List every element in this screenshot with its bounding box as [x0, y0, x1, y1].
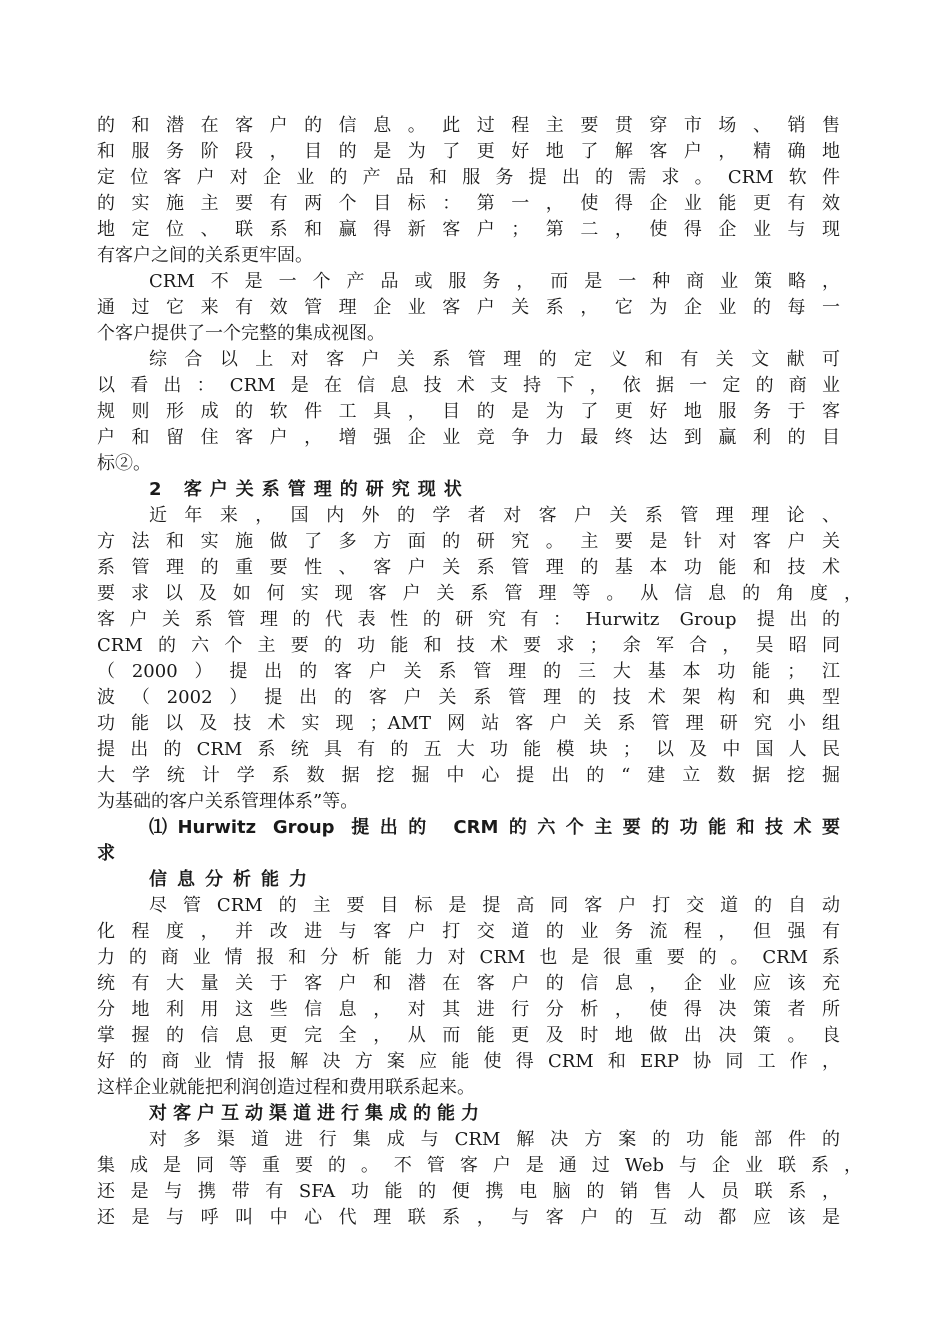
text-line: 方法和实施做了多方面的研究。主要是针对客户关: [97, 531, 840, 552]
text-line: 的实施主要有两个目标：第一，使得企业能更有效: [97, 193, 840, 214]
text-line: （2000）提出的客户关系管理的三大基本功能；江: [97, 661, 840, 682]
text-line: 提出的CRM系统具有的五大功能模块；以及中国人民: [97, 739, 840, 760]
text-line: 近年来，国内外的学者对客户关系管理理论、: [149, 505, 840, 526]
text-line: 要求以及如何实现客户关系管理等。从信息的角度，: [97, 583, 862, 604]
text-line: 力的商业情报和分析能力对CRM也是很重要的。CRM系: [97, 947, 840, 968]
text-line: 规则形成的软件工具，目的是为了更好地服务于客: [97, 401, 840, 422]
text-line: 对多渠道进行集成与CRM解决方案的功能部件的: [149, 1129, 840, 1150]
text-line: 地定位、联系和赢得新客户；第二，使得企业与现: [97, 219, 840, 240]
text-line: 定位客户对企业的产品和服务提出的需求。CRM软件: [97, 167, 840, 188]
text-line: 还是与呼叫中心代理联系，与客户的互动都应该是: [97, 1207, 840, 1228]
text-line: 统有大量关于客户和潜在客户的信息，企业应该充: [97, 973, 840, 994]
subsection-heading: ⑴Hurwitz Group 提出的 CRM的六个主要的功能和技术要: [149, 817, 840, 838]
text-line: 户和留住客户，增强企业竞争力最终达到赢利的目: [97, 427, 840, 448]
subsection-heading-continued: 求: [97, 843, 115, 864]
text-line: 波（2002）提出的客户关系管理的技术架构和典型: [97, 687, 840, 708]
text-line: 以看出：CRM是在信息技术支持下，依据一定的商业: [97, 375, 840, 396]
text-line: 尽管CRM的主要目标是提高同客户打交道的自动: [149, 895, 840, 916]
section-heading: 2 客户关系管理的研究现状: [149, 479, 470, 500]
text-line: 标②。: [97, 453, 151, 474]
text-line: 分地利用这些信息，对其进行分析，使得决策者所: [97, 999, 840, 1020]
text-line: 综合以上对客户关系管理的定义和有关文献可: [149, 349, 840, 370]
text-line: 还是与携带有SFA功能的便携电脑的销售人员联系，: [97, 1181, 840, 1202]
text-line: CRM不是一个产品或服务，而是一种商业策略，: [149, 271, 840, 292]
text-line: 系管理的重要性、客户关系管理的基本功能和技术: [97, 557, 840, 578]
item-heading: 信息分析能力: [149, 869, 317, 890]
text-line: 功能以及技术实现；AMT网站客户关系管理研究小组: [97, 713, 840, 734]
text-line: 通过它来有效管理企业客户关系，它为企业的每一: [97, 297, 840, 318]
text-line: 好的商业情报解决方案应能使得CRM和ERP协同工作，: [97, 1051, 840, 1072]
text-line: 和服务阶段，目的是为了更好地了解客户，精确地: [97, 141, 840, 162]
text-line: CRM的六个主要的功能和技术要求；余军合，吴昭同: [97, 635, 840, 656]
text-line: 集成是同等重要的。不管客户是通过Web与企业联系，: [97, 1155, 862, 1176]
text-line: 化程度，并改进与客户打交道的业务流程，但强有: [97, 921, 840, 942]
text-line: 这样企业就能把利润创造过程和费用联系起来。: [97, 1077, 475, 1098]
text-line: 掌握的信息更完全，从而能更及时地做出决策。良: [97, 1025, 840, 1046]
text-line: 为基础的客户关系管理体系”等。: [97, 791, 359, 812]
item-heading: 对客户互动渠道进行集成的能力: [149, 1103, 485, 1124]
text-line: 客户关系管理的代表性的研究有：Hurwitz Group 提出的: [97, 609, 840, 630]
text-line: 的和潜在客户的信息。此过程主要贯穿市场、销售: [97, 115, 840, 136]
text-line: 有客户之间的关系更牢固。: [97, 245, 313, 266]
text-line: 个客户提供了一个完整的集成视图。: [97, 323, 385, 344]
text-line: 大学统计学系数据挖掘中心提出的“建立数据挖掘: [97, 765, 840, 786]
